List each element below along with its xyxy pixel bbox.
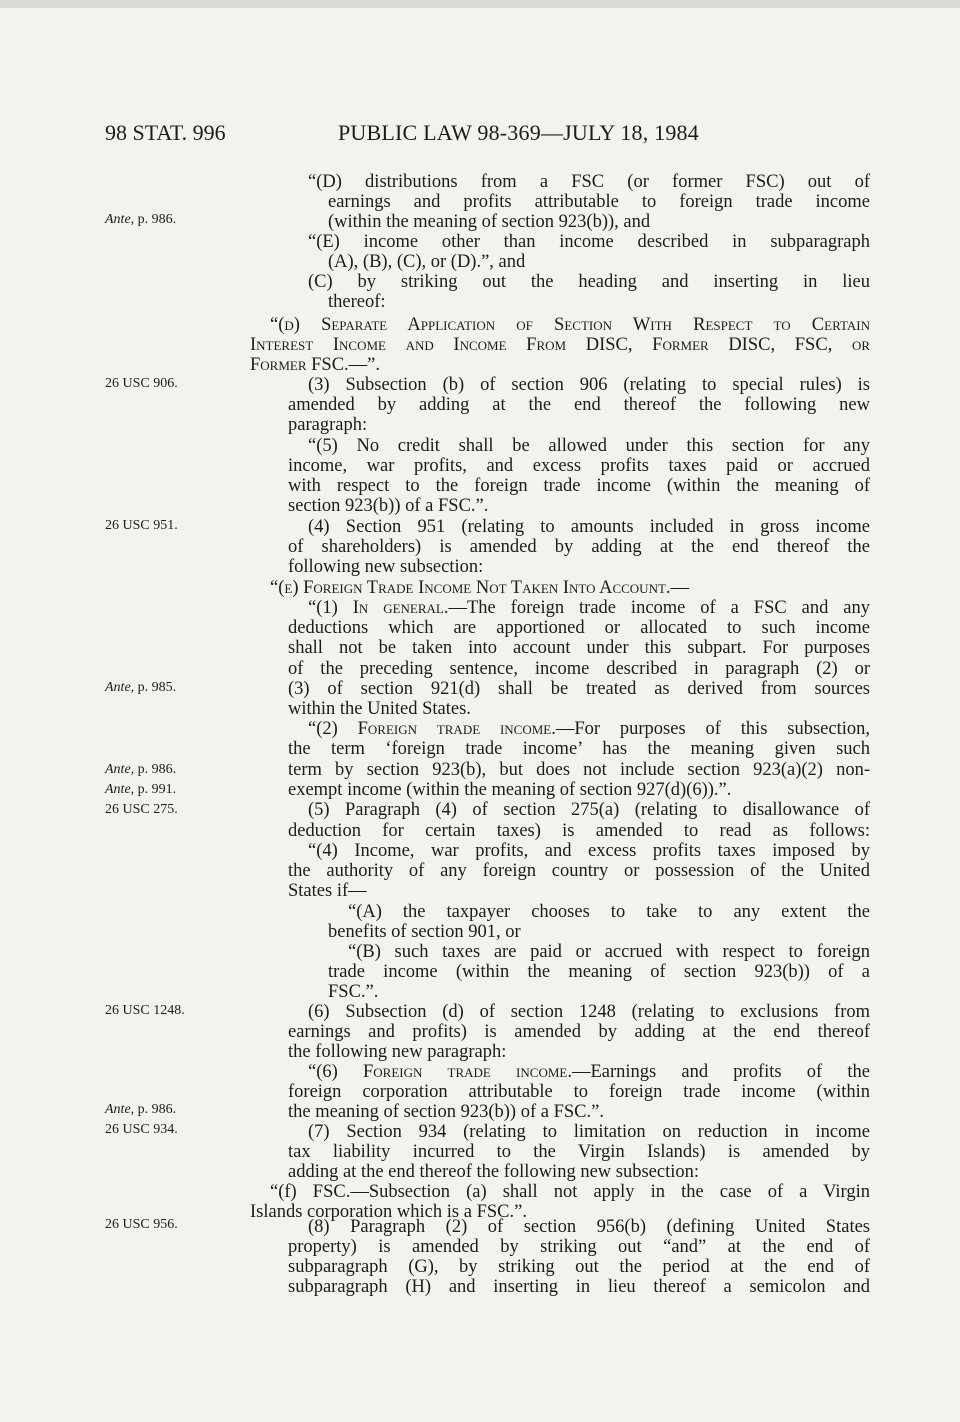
body-line: of the preceding sentence, income described in paragraph (2) or bbox=[288, 659, 870, 679]
body-line bbox=[308, 598, 870, 618]
body-line: “(f) FSC.—Subsection (a) shall not apply in the case of a Virgin bbox=[270, 1182, 870, 1202]
margin-note-italic: Ante, bbox=[105, 782, 135, 797]
margin-note: 26 USC 275. bbox=[105, 802, 178, 817]
margin-note bbox=[105, 1102, 176, 1118]
body-line: (A), (B), (C), or (D).”, and bbox=[328, 252, 526, 272]
paragraph-heading: “(1) In general. bbox=[308, 598, 449, 618]
page-header bbox=[0, 120, 960, 150]
margin-note bbox=[105, 762, 176, 778]
body-line: paragraph: bbox=[288, 415, 368, 435]
subsection-heading: “(e) Foreign Trade Income Not Taken Into Account.— bbox=[270, 578, 690, 598]
body-line bbox=[308, 719, 870, 739]
body-line: Islands corporation which is a FSC.”. bbox=[250, 1202, 527, 1222]
body-line: the term ‘foreign trade income’ has the meaning given such bbox=[288, 739, 870, 759]
subsection-heading: Former FSC.—”. bbox=[250, 355, 381, 375]
paragraph-text: —For purposes of this subsection, bbox=[555, 719, 870, 739]
margin-note bbox=[105, 782, 176, 798]
margin-note bbox=[105, 212, 176, 228]
body-line: shall not be taken into account under this subpart. For purposes bbox=[288, 638, 870, 658]
body-line: term by section 923(b), but does not include section 923(a)(2) non- bbox=[288, 760, 870, 780]
body-line: with respect to the foreign trade income (within the meaning of bbox=[288, 476, 870, 496]
body-line: “(D) distributions from a FSC (or former FSC) out of bbox=[308, 172, 870, 192]
margin-note-page: p. 985. bbox=[134, 680, 177, 695]
margin-note: 26 USC 951. bbox=[105, 518, 178, 533]
body-line: “(B) such taxes are paid or accrued with respect to foreign bbox=[348, 942, 870, 962]
margin-note-page: p. 986. bbox=[134, 212, 177, 227]
body-line: within the United States. bbox=[288, 699, 471, 719]
body-line: the authority of any foreign country or possession of the United bbox=[288, 861, 870, 881]
body-line bbox=[308, 1062, 870, 1082]
body-line: (within the meaning of section 923(b)), and bbox=[328, 212, 651, 232]
body-line: tax liability incurred to the Virgin Islands) is amended by bbox=[288, 1142, 870, 1162]
body-line: “(5) No credit shall be allowed under this section for any bbox=[308, 436, 870, 456]
body-line: “(4) Income, war profits, and excess profits taxes imposed by bbox=[308, 841, 870, 861]
margin-note-page: p. 991. bbox=[134, 782, 177, 797]
body-line: exempt income (within the meaning of section 927(d)(6)).”. bbox=[288, 780, 732, 800]
body-line: the meaning of section 923(b)) of a FSC.”. bbox=[288, 1102, 604, 1122]
body-line: (8) Paragraph (2) of section 956(b) (defining United States bbox=[308, 1217, 870, 1237]
body-line: trade income (within the meaning of section 923(b)) of a bbox=[328, 962, 870, 982]
body-line: States if— bbox=[288, 881, 367, 901]
body-line: income, war profits, and excess profits taxes paid or accrued bbox=[288, 456, 870, 476]
margin-note: 26 USC 956. bbox=[105, 1217, 178, 1232]
scan-edge bbox=[0, 0, 960, 8]
body-line: “(A) the taxpayer chooses to take to any extent the bbox=[348, 902, 870, 922]
margin-note-italic: Ante, bbox=[105, 762, 135, 777]
public-law-title: PUBLIC LAW 98-369—JULY 18, 1984 bbox=[338, 120, 699, 145]
body-line: (5) Paragraph (4) of section 275(a) (relating to disallowance of bbox=[308, 800, 870, 820]
body-line: thereof: bbox=[328, 292, 386, 312]
margin-note-italic: Ante, bbox=[105, 212, 135, 227]
body-line: earnings and profits attributable to foreign trade income bbox=[328, 192, 870, 212]
margin-note-italic: Ante, bbox=[105, 1102, 135, 1117]
body-line: benefits of section 901, or bbox=[328, 922, 521, 942]
margin-note-italic: Ante, bbox=[105, 680, 135, 695]
body-line: (4) Section 951 (relating to amounts included in gross income bbox=[308, 517, 870, 537]
subsection-heading: “(d) Separate Application of Section With Respect to Certain bbox=[270, 315, 870, 335]
body-line: adding at the end thereof the following new subsection: bbox=[288, 1162, 700, 1182]
paragraph-heading: “(6) Foreign trade income. bbox=[308, 1062, 572, 1082]
body-line: the following new paragraph: bbox=[288, 1042, 507, 1062]
paragraph-text: —Earnings and profits of the bbox=[571, 1062, 870, 1082]
body-line: property) is amended by striking out “and” at the end of bbox=[288, 1237, 870, 1257]
body-line: deduction for certain taxes) is amended to read as follows: bbox=[288, 821, 870, 841]
body-line: amended by adding at the end thereof the following new bbox=[288, 395, 870, 415]
body-line: (6) Subsection (d) of section 1248 (relating to exclusions from bbox=[308, 1002, 870, 1022]
body-line: of shareholders) is amended by adding at the end thereof the bbox=[288, 537, 870, 557]
body-line: following new subsection: bbox=[288, 557, 484, 577]
subsection-heading: Interest Income and Income From DISC, Former DISC, FSC, or bbox=[250, 335, 870, 355]
body-line: earnings and profits) is amended by adding at the end thereof bbox=[288, 1022, 870, 1042]
statute-page-reference: 98 STAT. 996 bbox=[105, 120, 226, 145]
margin-note-page: p. 986. bbox=[134, 762, 177, 777]
body-line: (3) Subsection (b) of section 906 (relating to special rules) is bbox=[308, 375, 870, 395]
body-line: deductions which are apportioned or allocated to such income bbox=[288, 618, 870, 638]
paragraph-heading: “(2) Foreign trade income. bbox=[308, 719, 556, 739]
margin-note: 26 USC 1248. bbox=[105, 1003, 185, 1018]
paragraph-text: —The foreign trade income of a FSC and any bbox=[448, 598, 870, 618]
margin-note: 26 USC 934. bbox=[105, 1122, 178, 1137]
body-line: “(E) income other than income described in subparagraph bbox=[308, 232, 870, 252]
body-line: (7) Section 934 (relating to limitation on reduction in income bbox=[308, 1122, 870, 1142]
body-line: (C) by striking out the heading and inserting in lieu bbox=[308, 272, 870, 292]
margin-note bbox=[105, 680, 176, 696]
body-line: FSC.”. bbox=[328, 982, 379, 1002]
body-line: (3) of section 921(d) shall be treated as derived from sources bbox=[288, 679, 870, 699]
margin-note-page: p. 986. bbox=[134, 1102, 177, 1117]
body-line: subparagraph (G), by striking out the period at the end of bbox=[288, 1257, 870, 1277]
body-line: subparagraph (H) and inserting in lieu thereof a semicolon and bbox=[288, 1277, 870, 1297]
margin-note: 26 USC 906. bbox=[105, 376, 178, 391]
body-line: foreign corporation attributable to foreign trade income (within bbox=[288, 1082, 870, 1102]
body-line: section 923(b)) of a FSC.”. bbox=[288, 496, 489, 516]
